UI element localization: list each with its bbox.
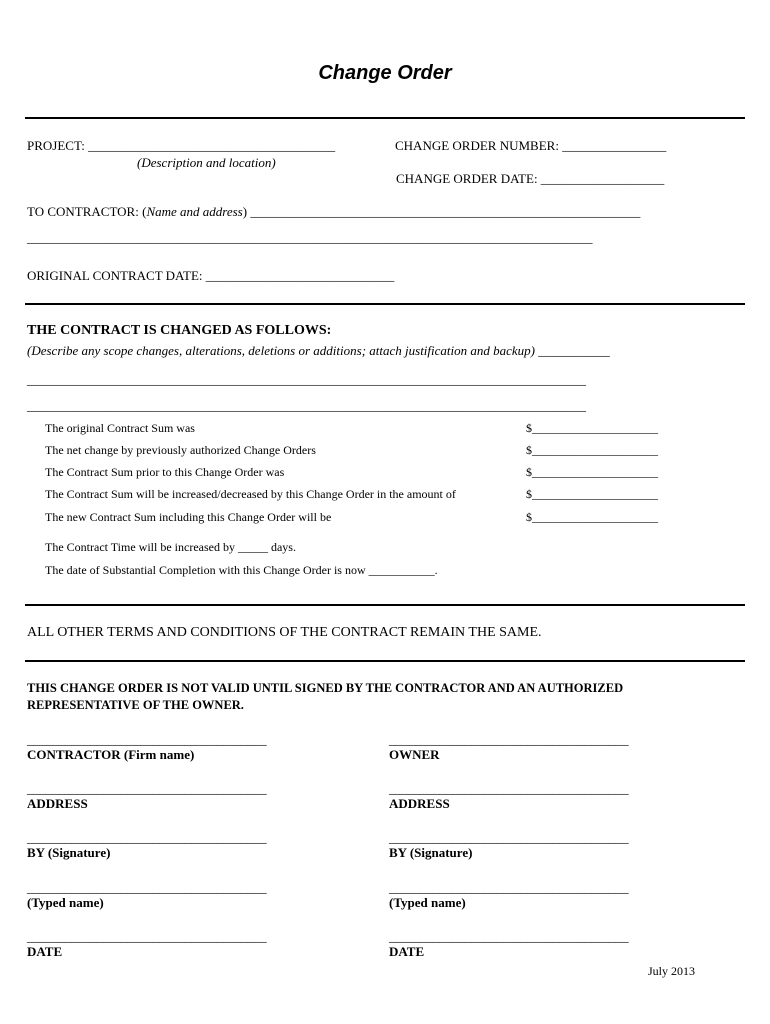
change-order-number-field[interactable]: CHANGE ORDER NUMBER: ________________ xyxy=(395,138,667,153)
divider-2 xyxy=(25,303,745,305)
change-order-date-field[interactable]: CHANGE ORDER DATE: ___________________ xyxy=(396,171,665,186)
new-sum-label: The new Contract Sum including this Change Order will be xyxy=(45,510,332,524)
contractor-typed-name-label: (Typed name) xyxy=(27,895,104,910)
net-change-amount[interactable]: $_____________________ xyxy=(526,443,658,457)
owner-typed-name-line[interactable]: ______________________________________ xyxy=(389,880,629,895)
to-contractor-blank: ____________________________________________________________ xyxy=(247,204,641,219)
owner-address-label: ADDRESS xyxy=(389,796,450,811)
owner-by-label: BY (Signature) xyxy=(389,845,473,860)
new-sum-amount[interactable]: $_____________________ xyxy=(526,510,658,524)
prior-sum-label: The Contract Sum prior to this Change Order was xyxy=(45,465,285,479)
contractor-by-label: BY (Signature) xyxy=(27,845,111,860)
change-amount-label: The Contract Sum will be increased/decreased by this Change Order in the amount of xyxy=(45,487,456,501)
change-amount-value[interactable]: $_____________________ xyxy=(526,487,658,501)
owner-by-line[interactable]: ______________________________________ xyxy=(389,830,629,845)
project-hint: (Description and location) xyxy=(137,155,276,170)
project-hint-text: Description and location xyxy=(141,155,272,170)
owner-date-label: DATE xyxy=(389,944,425,959)
prior-sum-amount[interactable]: $_____________________ xyxy=(526,465,658,479)
original-contract-date-field[interactable]: ORIGINAL CONTRACT DATE: _____________________________ xyxy=(27,268,395,283)
divider-top xyxy=(25,117,745,119)
original-sum-label: The original Contract Sum was xyxy=(45,421,195,435)
divider-4 xyxy=(25,660,745,662)
to-contractor-hint: Name and address xyxy=(146,204,243,219)
terms-statement: ALL OTHER TERMS AND CONDITIONS OF THE CONTRACT REMAIN THE SAME. xyxy=(27,625,542,640)
project-field[interactable]: PROJECT: ______________________________________ xyxy=(27,138,336,153)
contractor-address-label: ADDRESS xyxy=(27,796,88,811)
changes-line-2[interactable]: ______________________________________________________________________________________ xyxy=(27,398,586,413)
original-sum-amount[interactable]: $_____________________ xyxy=(526,421,658,435)
validity-notice-line-1: THIS CHANGE ORDER IS NOT VALID UNTIL SIGNED BY THE CONTRACTOR AND AN AUTHORIZED xyxy=(27,681,624,695)
contractor-by-line[interactable]: ______________________________________ xyxy=(27,830,267,845)
contractor-date-line[interactable]: ______________________________________ xyxy=(27,929,267,944)
owner-typed-name-label: (Typed name) xyxy=(389,895,466,910)
contractor-firm-label: CONTRACTOR (Firm name) xyxy=(27,747,195,762)
substantial-completion-line[interactable]: The date of Substantial Completion with this Change Order is now ___________. xyxy=(45,563,438,577)
divider-3 xyxy=(25,604,745,606)
contractor-firm-signature-line[interactable]: ______________________________________ xyxy=(27,732,267,747)
changes-heading: THE CONTRACT IS CHANGED AS FOLLOWS: xyxy=(27,323,332,338)
revision-date: July 2013 xyxy=(648,964,696,978)
validity-notice-line-2: REPRESENTATIVE OF THE OWNER. xyxy=(27,698,244,712)
to-contractor-field[interactable]: TO CONTRACTOR: (Name and address) ____________________________________________________________ xyxy=(27,204,641,219)
document-title: Change Order xyxy=(318,62,452,84)
to-contractor-line-2[interactable]: _______________________________________________________________________________________ xyxy=(27,230,593,245)
owner-signature-line[interactable]: ______________________________________ xyxy=(389,732,629,747)
contract-time-line[interactable]: The Contract Time will be increased by _____ days. xyxy=(45,540,296,554)
changes-instructions: (Describe any scope changes, alterations, deletions or additions; attach justification and backup) ___________ xyxy=(27,343,610,358)
to-contractor-label: TO CONTRACTOR: xyxy=(27,204,143,219)
owner-label: OWNER xyxy=(389,747,440,762)
changes-line-1[interactable]: ______________________________________________________________________________________ xyxy=(27,372,586,387)
contractor-typed-name-line[interactable]: ______________________________________ xyxy=(27,880,267,895)
owner-date-line[interactable]: ______________________________________ xyxy=(389,929,629,944)
net-change-label: The net change by previously authorized Change Orders xyxy=(45,443,316,457)
contractor-date-label: DATE xyxy=(27,944,63,959)
owner-address-line[interactable]: ______________________________________ xyxy=(389,781,629,796)
contractor-address-line[interactable]: ______________________________________ xyxy=(27,781,267,796)
